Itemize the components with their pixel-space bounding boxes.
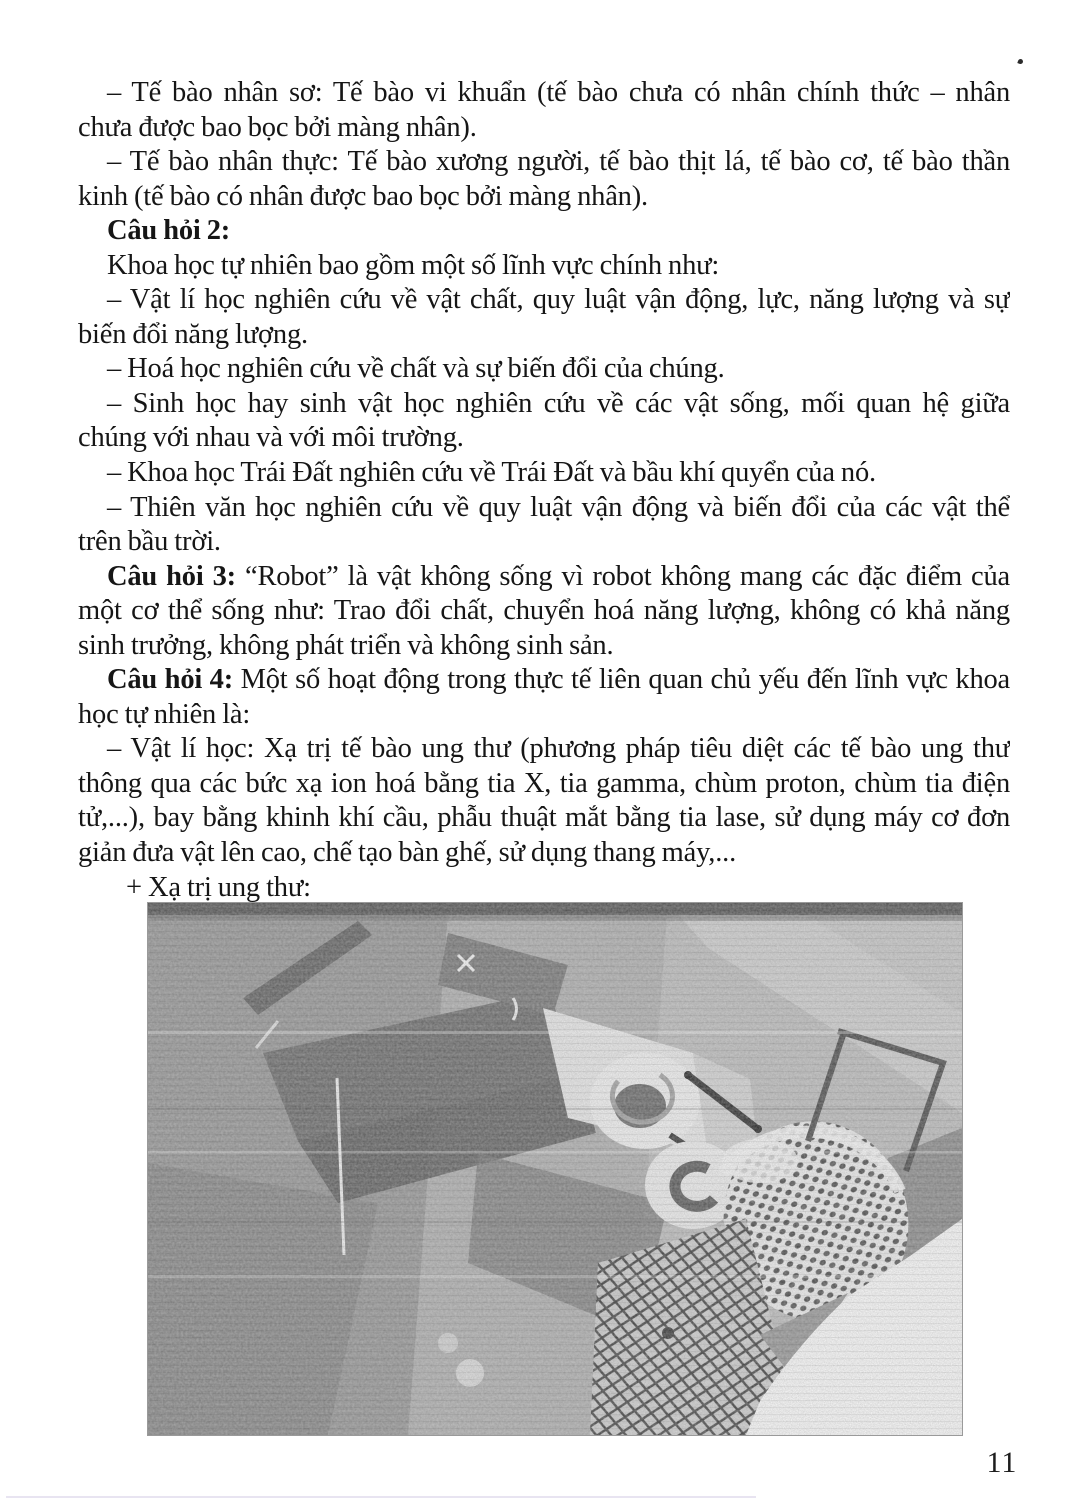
- text-line: – Tế bào nhân sơ: Tế bào vi khuẩn (tế bào chưa có nhân chính thức – nhân: [107, 77, 1010, 108]
- text-line: chưa được bao bọc bởi màng nhân).: [78, 111, 477, 143]
- page-number: 11: [986, 1446, 1018, 1479]
- text-line: biến đổi năng lượng.: [78, 318, 308, 350]
- text-line: – Vật lí học: Xạ trị tế bào ung thư (phương pháp tiêu diệt các tế bào ung thư: [107, 733, 1010, 765]
- scan-edge-artifact: [6, 1496, 756, 1498]
- text-line: giản đưa vật lên cao, chế tạo bàn ghế, sử dụng thang máy,...: [78, 837, 736, 869]
- body-text: [78, 76, 1010, 905]
- text-line: – Hoá học nghiên cứu về chất và sự biến đổi của chúng.: [107, 353, 725, 385]
- text-line: tử,...), bay bằng khinh khí cầu, phẫu thuật mắt bằng tia lase, sử dụng máy cơ đơn: [78, 802, 1010, 834]
- text-line: chúng với nhau và với môi trường.: [78, 422, 464, 454]
- question-4-paragraph: Câu hỏi 4: Một số hoạt động trong thực tế liên quan chủ yếu đến lĩnh vực khoa: [107, 664, 1010, 696]
- photo-caption-line: + Xạ trị ung thư:: [126, 871, 311, 903]
- text-line: – Khoa học Trái Đất nghiên cứu về Trái Đất và bầu khí quyển của nó.: [107, 457, 876, 489]
- question-3-paragraph: Câu hỏi 3: “Robot” là vật không sống vì robot không mang các đặc điểm của: [107, 560, 1010, 592]
- radiotherapy-photo: [148, 903, 962, 1435]
- text-line: một cơ thể sống như: Trao đổi chất, chuyển hoá năng lượng, không có khả năng: [78, 595, 1010, 627]
- text-line: – Thiên văn học nghiên cứu về quy luật vận động và biến đổi của các vật thể: [107, 491, 1010, 523]
- text-line: – Tế bào nhân thực: Tế bào xương người, tế bào thịt lá, tế bào cơ, tế bào thần: [107, 146, 1010, 178]
- text-line: trên bầu trời.: [78, 526, 221, 558]
- text-line: sinh trưởng, không phát triển và không sinh sản.: [78, 629, 614, 661]
- text-line: thông qua các bức xạ ion hoá bằng tia X, tia gamma, chùm proton, chùm tia điện: [78, 767, 1010, 799]
- question-2-heading: Câu hỏi 2:: [107, 215, 231, 247]
- scan-dot-artifact: [1017, 58, 1023, 64]
- text-line: Khoa học tự nhiên bao gồm một số lĩnh vực chính như:: [107, 249, 720, 281]
- text-line: – Sinh học hay sinh vật học nghiên cứu về các vật sống, mối quan hệ giữa: [107, 387, 1010, 419]
- text-line: học tự nhiên là:: [78, 698, 251, 730]
- text-line: kinh (tế bào có nhân được bao bọc bởi màng nhân).: [78, 180, 648, 212]
- text-line: – Vật lí học nghiên cứu về vật chất, quy luật vận động, lực, năng lượng và sự: [107, 284, 1010, 316]
